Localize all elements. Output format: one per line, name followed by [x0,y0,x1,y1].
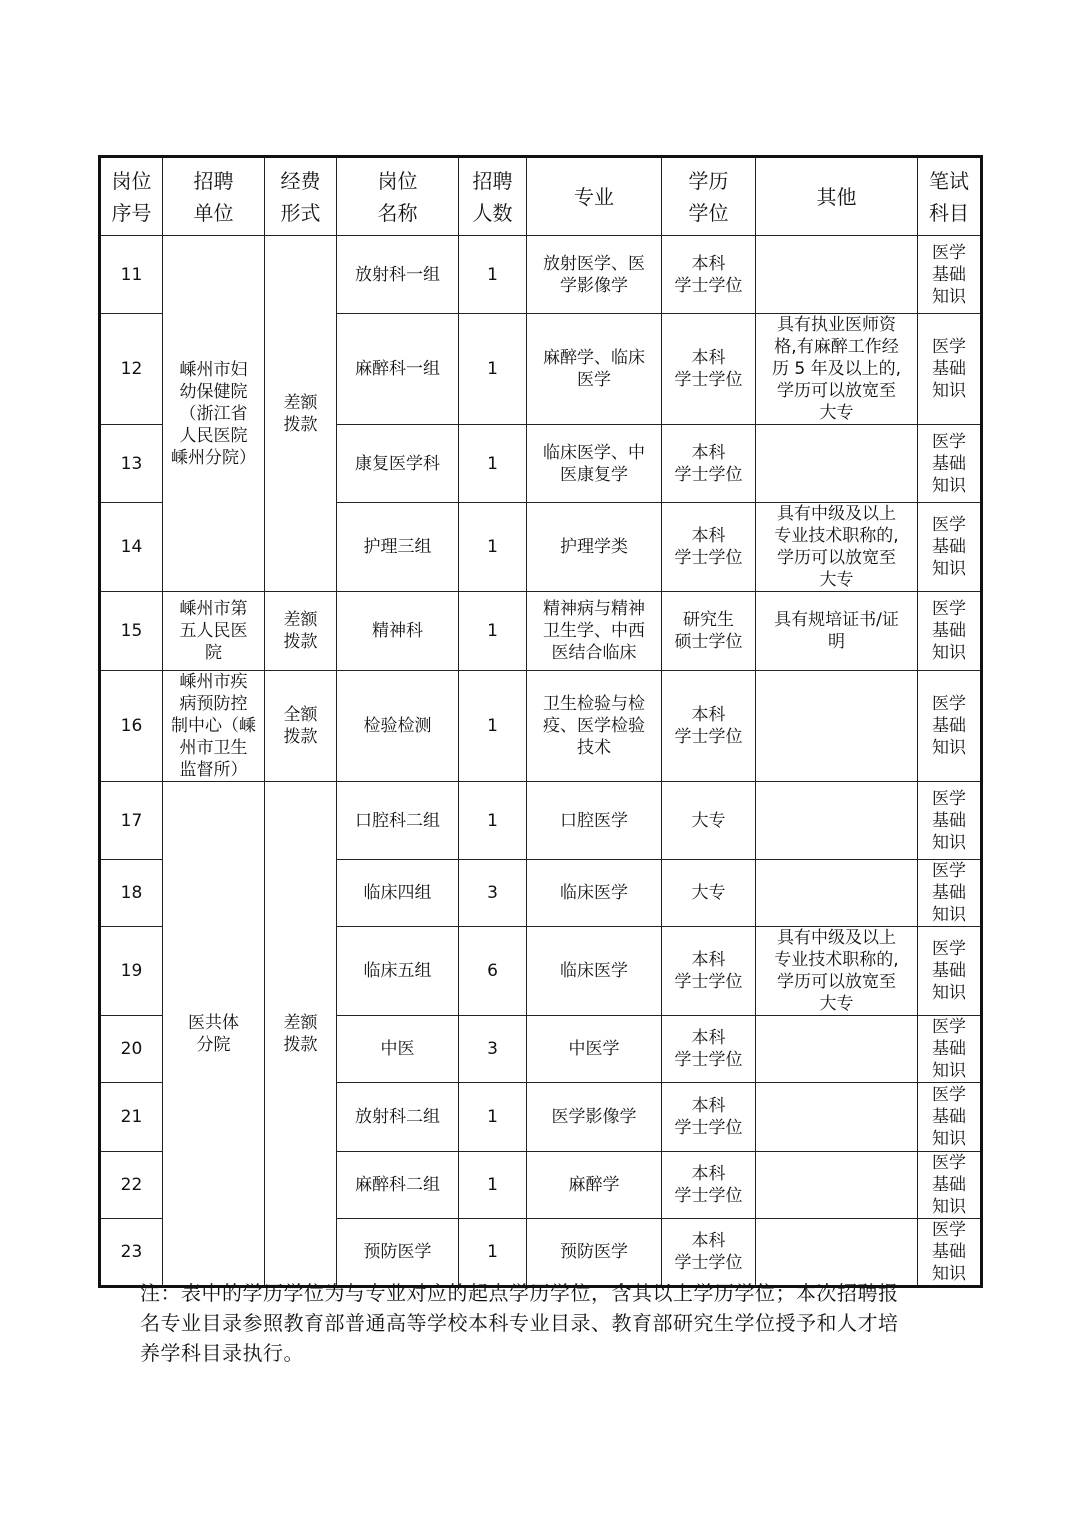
cell-post: 中医 [337,1016,459,1083]
cell-exam: 医学 基础 知识 [918,503,982,592]
cell-other [756,782,918,860]
cell-other [756,1016,918,1083]
cell-unit: 嵊州市疾 病预防控 制中心（嵊 州市卫生 监督所） [163,671,265,782]
cell-count: 1 [459,425,527,503]
cell-post: 放射科二组 [337,1083,459,1152]
cell-count: 1 [459,236,527,314]
cell-unit: 嵊州市妇 幼保健院 （浙江省 人民医院 嵊州分院） [163,236,265,592]
cell-other: 具有中级及以上 专业技术职称的, 学历可以放宽至 大专 [756,927,918,1016]
cell-exam: 医学 基础 知识 [918,1016,982,1083]
header-unit: 招聘 单位 [163,157,265,236]
cell-fund: 差额 拨款 [265,782,337,1287]
table-row [100,671,982,782]
cell-other [756,1152,918,1219]
cell-exam: 医学 基础 知识 [918,860,982,927]
cell-major: 临床医学 [527,860,662,927]
cell-exam: 医学 基础 知识 [918,1152,982,1219]
cell-exam: 医学 基础 知识 [918,425,982,503]
cell-exam: 医学 基础 知识 [918,1083,982,1152]
cell-other [756,1219,918,1287]
cell-other [756,425,918,503]
cell-other: 具有中级及以上 专业技术职称的, 学历可以放宽至 大专 [756,503,918,592]
cell-major: 临床医学、中 医康复学 [527,425,662,503]
cell-exam: 医学 基础 知识 [918,1219,982,1287]
cell-major: 临床医学 [527,927,662,1016]
table-row [100,236,982,314]
cell-exam: 医学 基础 知识 [918,314,982,425]
cell-degree: 大专 [662,860,756,927]
cell-major: 精神病与精神 卫生学、中西 医结合临床 [527,592,662,671]
cell-degree: 本科 学士学位 [662,314,756,425]
header-major: 专业 [527,157,662,236]
cell-unit: 医共体 分院 [163,782,265,1287]
cell-count: 1 [459,314,527,425]
cell-post: 临床四组 [337,860,459,927]
cell-post: 临床五组 [337,927,459,1016]
cell-degree: 研究生 硕士学位 [662,592,756,671]
cell-other [756,236,918,314]
cell-no: 20 [100,1016,163,1083]
cell-no: 19 [100,927,163,1016]
cell-major: 护理学类 [527,503,662,592]
cell-exam: 医学 基础 知识 [918,782,982,860]
cell-degree: 本科 学士学位 [662,236,756,314]
cell-exam: 医学 基础 知识 [918,927,982,1016]
cell-fund: 差额 拨款 [265,592,337,671]
recruitment-table [98,155,983,1288]
cell-fund: 差额 拨款 [265,236,337,592]
cell-degree: 大专 [662,782,756,860]
header-exam: 笔试 科目 [918,157,982,236]
header-post-name: 岗位 名称 [337,157,459,236]
table-row [100,782,982,860]
cell-count: 1 [459,782,527,860]
cell-count: 3 [459,1016,527,1083]
cell-no: 21 [100,1083,163,1152]
cell-no: 23 [100,1219,163,1287]
cell-no: 14 [100,503,163,592]
cell-degree: 本科 学士学位 [662,671,756,782]
header-other: 其他 [756,157,918,236]
cell-degree: 本科 学士学位 [662,1083,756,1152]
cell-no: 17 [100,782,163,860]
cell-major: 放射医学、医 学影像学 [527,236,662,314]
cell-degree: 本科 学士学位 [662,927,756,1016]
cell-no: 13 [100,425,163,503]
cell-post: 检验检测 [337,671,459,782]
cell-degree: 本科 学士学位 [662,1219,756,1287]
cell-count: 1 [459,1083,527,1152]
cell-major: 麻醉学 [527,1152,662,1219]
cell-post: 精神科 [337,592,459,671]
cell-other [756,671,918,782]
cell-post: 放射科一组 [337,236,459,314]
header-count: 招聘 人数 [459,157,527,236]
cell-post: 预防医学 [337,1219,459,1287]
cell-fund: 全额 拨款 [265,671,337,782]
cell-no: 16 [100,671,163,782]
cell-major: 麻醉学、临床 医学 [527,314,662,425]
cell-degree: 本科 学士学位 [662,425,756,503]
cell-post: 麻醉科二组 [337,1152,459,1219]
cell-major: 口腔医学 [527,782,662,860]
cell-count: 1 [459,503,527,592]
cell-post: 康复医学科 [337,425,459,503]
cell-major: 医学影像学 [527,1083,662,1152]
cell-post: 口腔科二组 [337,782,459,860]
cell-major: 中医学 [527,1016,662,1083]
cell-no: 11 [100,236,163,314]
cell-no: 15 [100,592,163,671]
cell-major: 预防医学 [527,1219,662,1287]
cell-degree: 本科 学士学位 [662,1016,756,1083]
cell-other [756,860,918,927]
cell-count: 1 [459,1219,527,1287]
cell-post: 护理三组 [337,503,459,592]
header-degree: 学历 学位 [662,157,756,236]
cell-count: 1 [459,592,527,671]
cell-count: 1 [459,671,527,782]
cell-major: 卫生检验与检 疫、医学检验 技术 [527,671,662,782]
cell-count: 6 [459,927,527,1016]
header-row [100,157,982,236]
cell-exam: 医学 基础 知识 [918,592,982,671]
cell-exam: 医学 基础 知识 [918,671,982,782]
header-post-no: 岗位 序号 [100,157,163,236]
cell-exam: 医学 基础 知识 [918,236,982,314]
cell-degree: 本科 学士学位 [662,1152,756,1219]
cell-other: 具有执业医师资 格,有麻醉工作经 历 5 年及以上的, 学历可以放宽至 大专 [756,314,918,425]
cell-no: 18 [100,860,163,927]
cell-other [756,1083,918,1152]
cell-post: 麻醉科一组 [337,314,459,425]
cell-unit: 嵊州市第 五人民医 院 [163,592,265,671]
cell-no: 22 [100,1152,163,1219]
cell-count: 3 [459,860,527,927]
header-fund: 经费 形式 [265,157,337,236]
cell-other: 具有规培证书/证 明 [756,592,918,671]
cell-no: 12 [100,314,163,425]
cell-count: 1 [459,1152,527,1219]
cell-degree: 本科 学士学位 [662,503,756,592]
table-row [100,592,982,671]
footnote: 注：表中的学历学位为与专业对应的起点学历学位，含其以上学历学位；本次招聘报 名专业目录参照教育部普通高等学校本科专业目录、教育部研究生学位授予和人才培 养学科目录执行。 [140,1281,899,1365]
